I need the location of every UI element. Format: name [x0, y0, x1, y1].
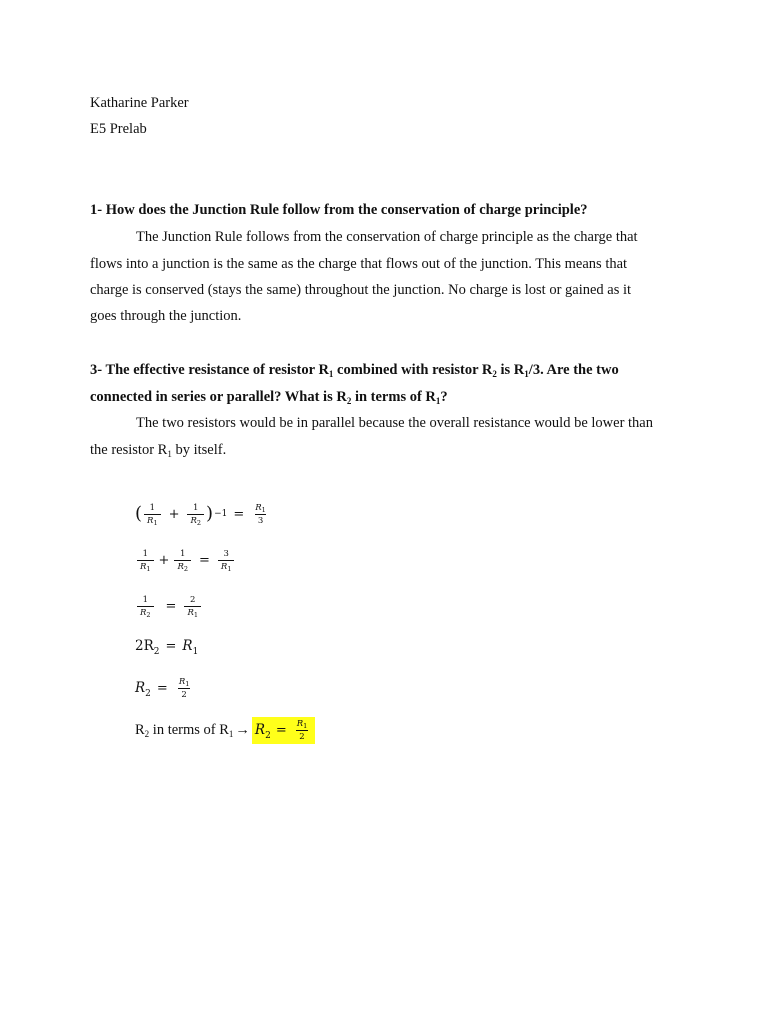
answer-1-line-4: goes through the junction. [90, 308, 242, 324]
answer-1-line-1: The Junction Rule follows from the conservation of charge principle as the charge that [136, 229, 638, 245]
question-3-line-2: connected in series or parallel? What is $R_2$ in terms of $R_1$? [90, 389, 448, 406]
answer-1-line-2: flows into a junction is the same as the charge that flows out of the junction. This means that [90, 256, 628, 272]
question-1: 1- How does the Junction Rule follow from the conservation of charge principle? [90, 202, 588, 218]
result-line: $R_2$ in terms of $R_1$ → $R_2$ = $\frac{R_1}{2}$ [135, 708, 315, 752]
equation-5: $R_2$ = $\frac{R_1}{2}$ [135, 676, 190, 700]
assignment-title: E5 Prelab [90, 121, 147, 137]
equation-4: $2R_2$ = $R_1$ [135, 638, 199, 657]
answer-3-line-1: The two resistors would be in parallel because the overall resistance would be lower than [136, 415, 653, 431]
author-name: Katharine Parker [90, 95, 189, 111]
answer-1-line-3: charge is conserved (stays the same) throughout the junction. No charge is lost or gained as it [90, 282, 632, 298]
answer-3-line-2: the resistor $R_1$ by itself. [90, 442, 227, 459]
equation-1: ( $\frac{1}{R_1}$ + $\frac{1}{R_2}$ ) −1 = $\frac{R_1}{3}$ [135, 502, 266, 527]
question-3-line-1: 3- The effective resistance of resistor $R_1$ combined with resistor $R_2$ is $R_1/3$. Are the two [90, 362, 619, 379]
equation-2: $\frac{1}{R_1}$ + $\frac{1}{R_2}$ = $\frac{3}{R_1}$ [135, 538, 236, 582]
arrow-icon: → [235, 721, 250, 738]
equation-3: $\frac{1}{R_2}$ = $\frac{2}{R_1}$ [135, 584, 203, 628]
highlighted-result: $R_2$ = $\frac{R_1}{2}$ [252, 717, 315, 744]
